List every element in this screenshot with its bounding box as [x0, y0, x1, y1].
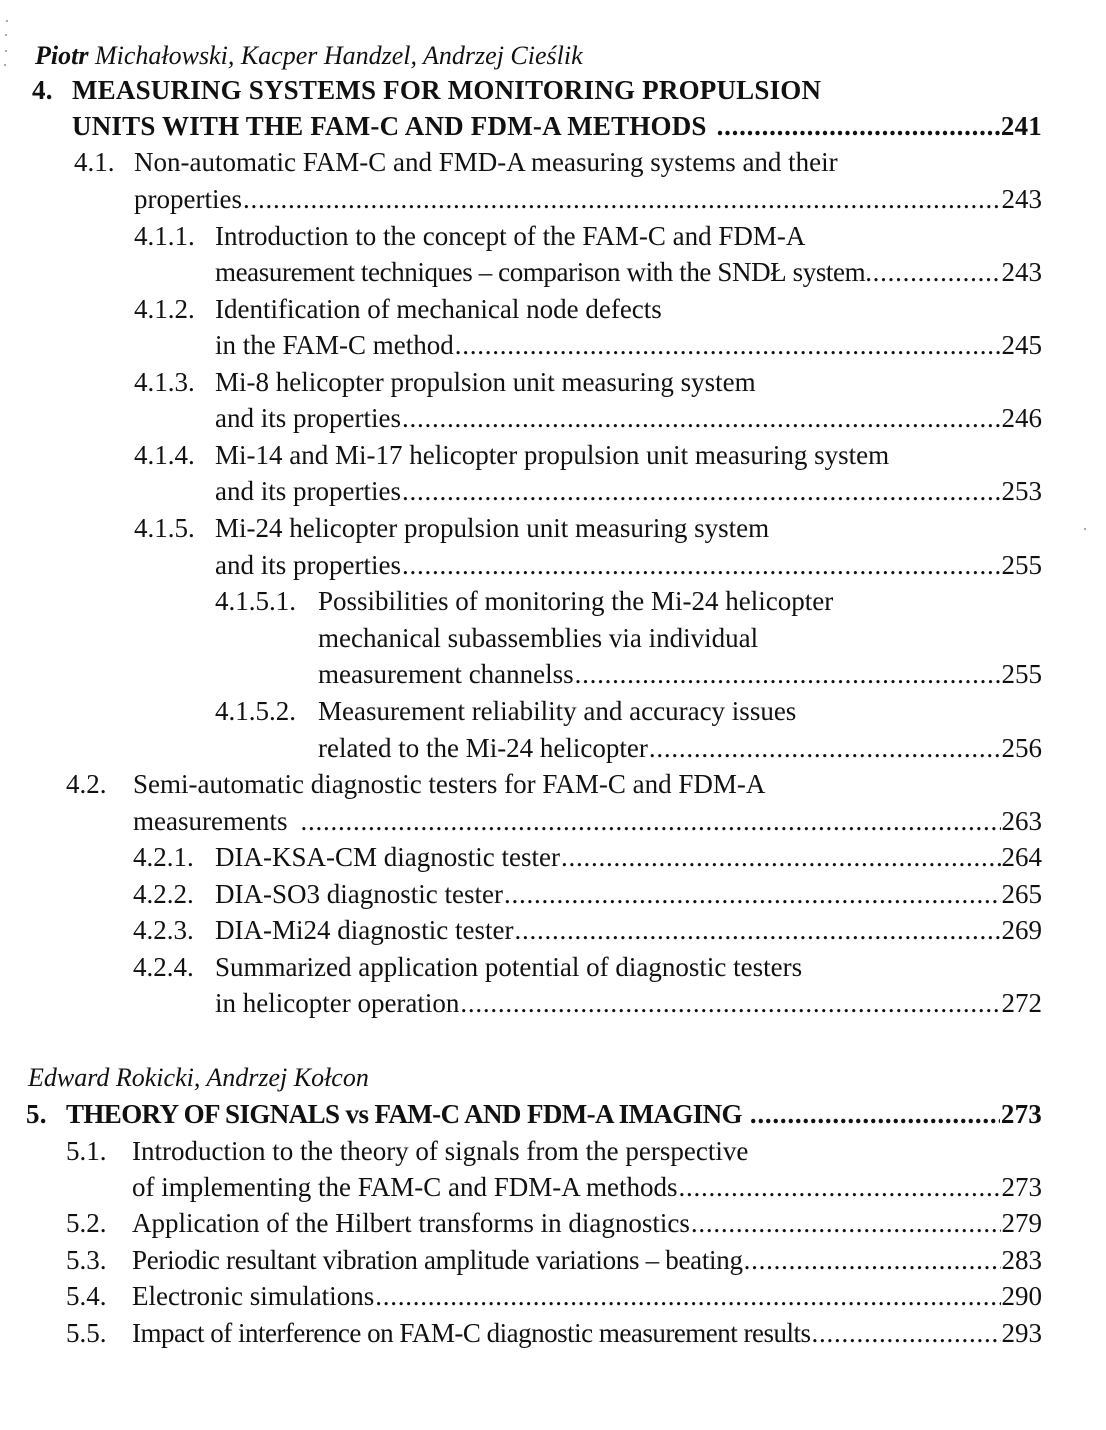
chapter-4-heading-line2[interactable]	[72, 108, 1042, 144]
section-title: Application of the Hilbert transforms in diagnostics	[132, 1208, 690, 1238]
page-number: 293	[1001, 1318, 1042, 1348]
section-number: 4.1.1.	[134, 221, 195, 251]
toc-entry-4-1-cont[interactable]	[134, 181, 1042, 217]
page-number: 290	[1001, 1281, 1042, 1311]
toc-entry-4-2-2[interactable]	[133, 876, 1042, 912]
section-number: 5.4.	[66, 1281, 107, 1311]
toc-entry-4-1-3-cont[interactable]	[215, 400, 1042, 436]
section-title: and its properties	[215, 550, 401, 580]
dot-leader	[691, 1205, 1001, 1241]
toc-entry-4-1-5-2-cont[interactable]	[318, 730, 1042, 766]
scan-speck	[4, 64, 6, 66]
chapter-5-heading[interactable]	[26, 1096, 1042, 1132]
toc-entry-4-2-cont[interactable]	[133, 803, 1042, 839]
section-title: Possibilities of monitoring the Mi-24 helicopter	[318, 586, 834, 616]
page-number: 243	[1001, 184, 1042, 214]
section-title: Semi-automatic diagnostic testers for FAM-C and FDM-A	[133, 769, 766, 799]
page-number: 246	[1001, 403, 1042, 433]
toc-entry-4-1-4[interactable]	[134, 437, 1042, 473]
dot-leader	[514, 912, 1000, 948]
dot-leader	[744, 1242, 1001, 1278]
section-number: 4.1.2.	[134, 294, 195, 324]
section-title: Measurement reliability and accuracy issues	[318, 696, 797, 726]
section-number: 5.2.	[66, 1208, 107, 1238]
toc-entry-4-1-5-2[interactable]	[215, 693, 1042, 729]
chapter-title: THEORY OF SIGNALS vs FAM-C AND FDM-A IMAGING	[66, 1099, 742, 1129]
section-number: 4.1.	[74, 147, 115, 177]
section-title: Periodic resultant vibration amplitude variations – beating	[132, 1245, 743, 1275]
toc-entry-5-1[interactable]	[66, 1133, 1042, 1169]
toc-entry-5-2[interactable]	[66, 1205, 1042, 1241]
chapter-4-authors	[35, 38, 583, 74]
toc-entry-4-2-4-cont[interactable]	[215, 985, 1042, 1021]
author-names: Michałowski, Kacper Handzel, Andrzej Cieślik	[88, 41, 583, 70]
dot-leader	[455, 327, 1001, 363]
section-title: measurement channelss	[318, 659, 574, 689]
page-number: 245	[1001, 330, 1042, 360]
scan-speck	[1084, 528, 1086, 530]
section-number: 4.2.3.	[133, 915, 194, 945]
toc-entry-4-1-5-1[interactable]	[215, 583, 1042, 619]
section-title: mechanical subassemblies via individual	[318, 623, 759, 653]
page-number: 253	[1001, 476, 1042, 506]
dot-leader	[460, 985, 1000, 1021]
page-number: 279	[1001, 1208, 1042, 1238]
toc-entry-4-1-2-cont[interactable]	[215, 327, 1042, 363]
section-number: 4.2.	[66, 769, 107, 799]
section-title: Impact of interference on FAM-C diagnostic measurement results	[132, 1318, 811, 1348]
section-title: Mi-24 helicopter propulsion unit measuring system	[215, 513, 770, 543]
dot-leader	[717, 108, 1000, 144]
section-title: DIA-SO3 diagnostic tester	[215, 879, 503, 909]
scan-speck	[5, 34, 7, 36]
chapter-title-line2: UNITS WITH THE FAM-C AND FDM-A METHODS	[72, 111, 707, 141]
dot-leader	[402, 400, 1001, 436]
section-title: measurements	[133, 806, 288, 836]
section-title: Electronic simulations	[132, 1281, 375, 1311]
toc-entry-5-4[interactable]	[66, 1278, 1042, 1314]
section-number: 5.1.	[66, 1136, 107, 1166]
section-number: 5.5.	[66, 1318, 107, 1348]
toc-entry-4-1-5-1-cont2[interactable]	[318, 656, 1042, 692]
page-number: 265	[1001, 879, 1042, 909]
section-title: related to the Mi-24 helicopter	[318, 733, 648, 763]
page-number: 264	[1001, 842, 1042, 872]
chapter-number: 5.	[26, 1099, 47, 1129]
section-title: Introduction to the theory of signals from the perspective	[132, 1136, 749, 1166]
dot-leader	[504, 876, 1001, 912]
page-number: 243	[1001, 257, 1042, 287]
toc-entry-4-1-1[interactable]	[134, 218, 1042, 254]
section-title: and its properties	[215, 476, 401, 506]
dot-leader	[750, 1096, 1000, 1132]
toc-entry-4-2-1[interactable]	[133, 839, 1042, 875]
dot-leader	[678, 1169, 1000, 1205]
toc-entry-4-1[interactable]	[74, 144, 1042, 180]
section-title: and its properties	[215, 403, 401, 433]
section-number: 4.1.3.	[134, 367, 195, 397]
section-number: 5.3.	[66, 1245, 107, 1275]
section-number: 4.1.5.1.	[215, 586, 296, 616]
section-number: 4.1.4.	[134, 440, 195, 470]
scan-speck	[6, 20, 8, 22]
section-number: 4.1.5.	[134, 513, 195, 543]
toc-entry-4-2-3[interactable]	[133, 912, 1042, 948]
dot-leader	[575, 656, 1001, 692]
toc-entry-4-1-2[interactable]	[134, 291, 1042, 327]
section-title: Introduction to the concept of the FAM-C and FDM-A	[215, 221, 806, 251]
section-number: 4.2.2.	[133, 879, 194, 909]
toc-entry-4-1-5-cont[interactable]	[215, 547, 1042, 583]
author-first-name: Piotr	[35, 41, 89, 70]
section-title: DIA-Mi24 diagnostic tester	[215, 915, 514, 945]
toc-entry-4-1-5-1-cont[interactable]	[318, 620, 1042, 656]
section-title: in the FAM-C method	[215, 330, 454, 360]
toc-entry-5-1-cont[interactable]	[132, 1169, 1042, 1205]
scan-speck	[5, 50, 7, 52]
dot-leader	[649, 730, 1001, 766]
page-number: 255	[1001, 550, 1042, 580]
page-number: 241	[1000, 111, 1042, 141]
toc-entry-4-2[interactable]	[66, 766, 1042, 802]
chapter-5-authors	[28, 1060, 369, 1096]
dot-leader	[402, 473, 1001, 509]
toc-entry-5-5[interactable]	[66, 1315, 1042, 1351]
page-number: 273	[1001, 1172, 1042, 1202]
chapter-4-heading[interactable]	[32, 72, 1042, 108]
page-number: 269	[1001, 915, 1042, 945]
section-number: 4.2.1.	[133, 842, 194, 872]
dot-leader	[402, 547, 1001, 583]
page-number: 256	[1001, 733, 1042, 763]
section-title: of implementing the FAM-C and FDM-A methods	[132, 1172, 678, 1202]
dot-leader	[561, 839, 1001, 875]
dot-leader	[873, 254, 1001, 290]
section-title: measurement techniques – comparison with the SNDŁ system.	[215, 257, 872, 287]
dot-leader	[375, 1278, 1000, 1314]
section-title: Mi-8 helicopter propulsion unit measuring system	[215, 367, 756, 397]
chapter-number: 4.	[32, 75, 53, 105]
page-number: 283	[1001, 1245, 1042, 1275]
toc-entry-4-1-1-cont[interactable]	[215, 254, 1042, 290]
toc-entry-4-2-4[interactable]	[133, 949, 1042, 985]
section-title: Mi-14 and Mi-17 helicopter propulsion unit measuring system	[215, 440, 890, 470]
toc-entry-4-1-5[interactable]	[134, 510, 1042, 546]
page-number: 273	[1000, 1099, 1042, 1129]
section-title: Summarized application potential of diagnostic testers	[215, 952, 803, 982]
page-number: 255	[1001, 659, 1042, 689]
section-number: 4.1.5.2.	[215, 696, 296, 726]
dot-leader	[812, 1315, 1001, 1351]
dot-leader	[243, 181, 1001, 217]
toc-entry-5-3[interactable]	[66, 1242, 1042, 1278]
author-names: Edward Rokicki, Andrzej Kołcon	[28, 1063, 369, 1092]
section-title: Non-automatic FAM-C and FMD-A measuring systems and their	[134, 147, 838, 177]
section-title: in helicopter operation	[215, 988, 460, 1018]
dot-leader	[300, 803, 1000, 839]
toc-entry-4-1-4-cont[interactable]	[215, 473, 1042, 509]
page-number: 263	[1001, 806, 1042, 836]
page-number: 272	[1001, 988, 1042, 1018]
section-title: Identification of mechanical node defects	[215, 294, 662, 324]
toc-entry-4-1-3[interactable]	[134, 364, 1042, 400]
section-title: properties	[134, 184, 242, 214]
section-title: DIA-KSA-CM diagnostic tester	[215, 842, 560, 872]
section-number: 4.2.4.	[133, 952, 194, 982]
chapter-title-line1: MEASURING SYSTEMS FOR MONITORING PROPULSION	[72, 75, 822, 105]
